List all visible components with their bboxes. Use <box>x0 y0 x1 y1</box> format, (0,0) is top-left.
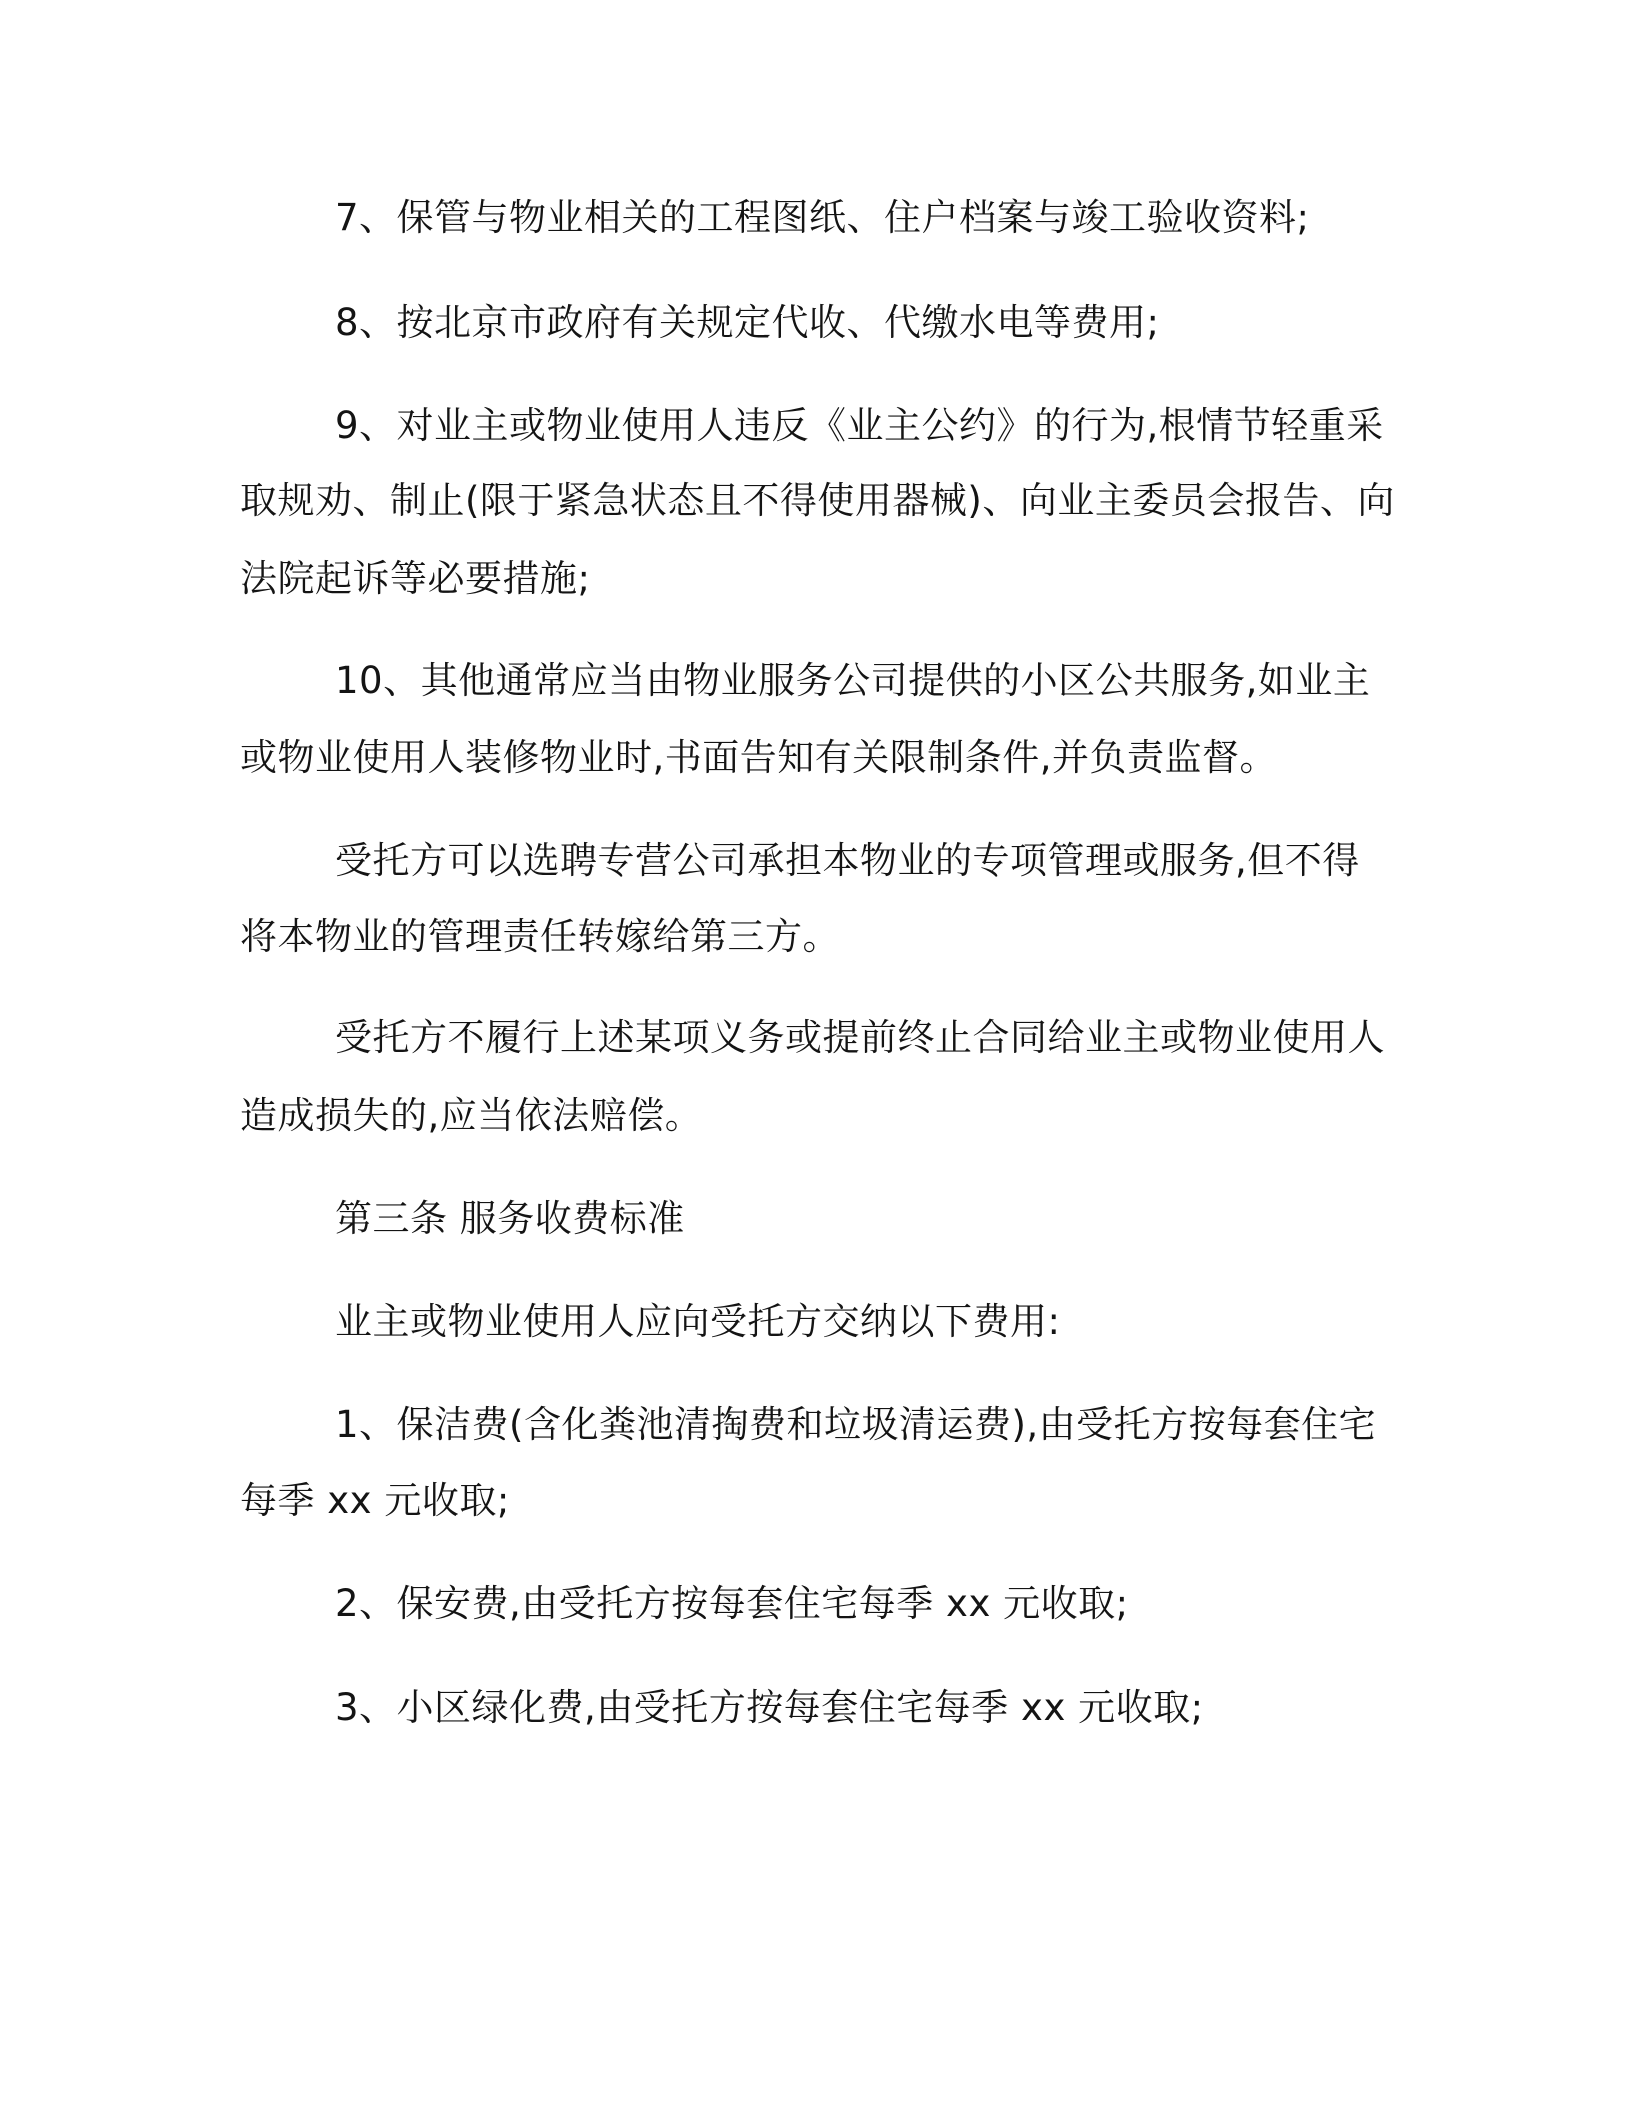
clause-9-line-1: 9、对业主或物业使用人违反《业主公约》的行为,根情节轻重采 <box>335 404 1384 447</box>
fee-item-3: 3、小区绿化费,由受托方按每套住宅每季 xx 元收取; <box>335 1686 1204 1729</box>
fees-intro: 业主或物业使用人应向受托方交纳以下费用: <box>335 1300 1061 1343</box>
fee-item-2: 2、保安费,由受托方按每套住宅每季 xx 元收取; <box>335 1582 1129 1625</box>
clause-9-line-3: 法院起诉等必要措施; <box>240 557 591 600</box>
subcontract-paragraph-line-1: 受托方可以选聘专营公司承担本物业的专项管理或服务,但不得 <box>335 839 1360 882</box>
clause-8-line: 8、按北京市政府有关规定代收、代缴水电等费用; <box>335 301 1160 344</box>
fee-item-1-line-1: 1、保洁费(含化粪池清掏费和垃圾清运费),由受托方按每套住宅 <box>335 1403 1377 1446</box>
liability-paragraph-line-2: 造成损失的,应当依法赔偿。 <box>240 1094 703 1137</box>
clause-10-line-2: 或物业使用人装修物业时,书面告知有关限制条件,并负责监督。 <box>240 736 1278 779</box>
liability-paragraph-line-1: 受托方不履行上述某项义务或提前终止合同给业主或物业使用人 <box>335 1016 1385 1059</box>
subcontract-paragraph-line-2: 将本物业的管理责任转嫁给第三方。 <box>240 915 840 958</box>
fee-item-1-line-2: 每季 xx 元收取; <box>240 1479 510 1522</box>
clause-7-line: 7、保管与物业相关的工程图纸、住户档案与竣工验收资料; <box>335 196 1310 239</box>
clause-10-line-1: 10、其他通常应当由物业服务公司提供的小区公共服务,如业主 <box>335 659 1371 702</box>
article-3-heading: 第三条 服务收费标准 <box>335 1197 685 1240</box>
clause-9-line-2: 取规劝、制止(限于紧急状态且不得使用器械)、向业主委员会报告、向 <box>240 479 1395 522</box>
